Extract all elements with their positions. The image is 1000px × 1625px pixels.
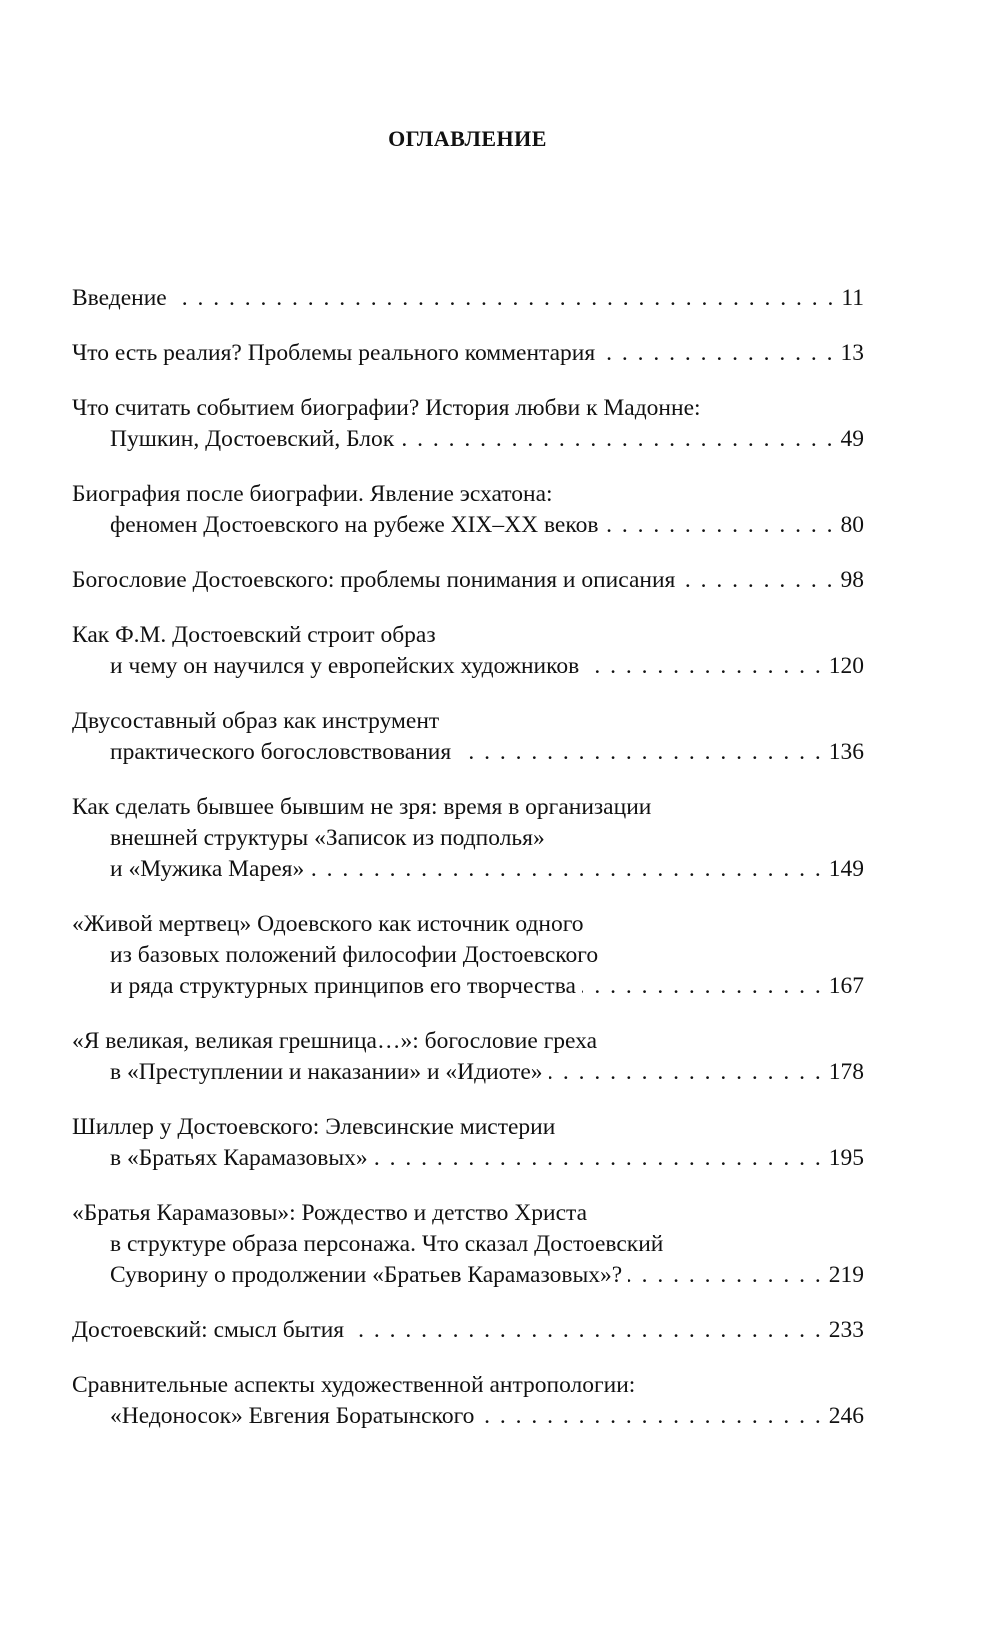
toc-entry-title: в структуре образа персонажа. Что сказал Достоевский <box>110 1231 664 1257</box>
dot-leader <box>173 283 836 314</box>
toc-entry-title: и чему он научился у европейских художников <box>110 653 580 679</box>
toc-page-number: 178 <box>828 1059 864 1085</box>
toc-entry-line <box>72 854 864 885</box>
toc-entry <box>72 1315 864 1346</box>
toc-entry <box>72 479 864 541</box>
toc-entry-title: «Живой мертвец» Одоевского как источник одного <box>72 911 584 937</box>
toc-entry <box>72 1112 864 1174</box>
toc-entry-line <box>72 479 864 510</box>
dot-leader <box>549 1057 823 1088</box>
toc-page-number: 98 <box>840 567 864 593</box>
toc-entry <box>72 283 864 314</box>
toc-page-number: 149 <box>828 856 864 882</box>
toc-entry <box>72 338 864 369</box>
toc-entry-title: Как Ф.М. Достоевский строит образ <box>72 622 436 648</box>
toc-entry <box>72 706 864 768</box>
toc-entry-line <box>72 424 864 455</box>
dot-leader <box>350 1315 823 1346</box>
toc-entry-line <box>72 1112 864 1143</box>
dot-leader <box>681 565 834 596</box>
toc-entry-line <box>72 971 864 1002</box>
toc-entry <box>72 1198 864 1291</box>
toc-entry-title: Суворину о продолжении «Братьев Карамазовых»? <box>110 1262 623 1288</box>
toc-entry-line <box>72 1370 864 1401</box>
toc-page-number: 219 <box>828 1262 864 1288</box>
toc-page-number: 49 <box>840 426 864 452</box>
toc-page-number: 11 <box>841 285 864 311</box>
toc-entry-title: в «Преступлении и наказании» и «Идиоте» <box>110 1059 543 1085</box>
dot-leader <box>457 737 823 768</box>
toc-page-number: 80 <box>840 512 864 538</box>
toc-entry-title: Как сделать бывшее бывшим не зря: время в организации <box>72 794 652 820</box>
toc-page-number: 13 <box>840 340 864 366</box>
toc-page-number: 246 <box>828 1403 864 1429</box>
toc-entry-title: «Братья Карамазовы»: Рождество и детство Христа <box>72 1200 588 1226</box>
toc-entry-line <box>72 940 864 971</box>
toc-entry-title: Богословие Достоевского: проблемы понимания и описания <box>72 567 676 593</box>
dot-leader <box>480 1401 822 1432</box>
dot-leader <box>601 338 834 369</box>
toc-entry-title: из базовых положений философии Достоевского <box>110 942 599 968</box>
toc-entry-title: феномен Достоевского на рубеже XIX–XX веков <box>110 512 599 538</box>
toc-entry-title: Пушкин, Достоевский, Блок <box>110 426 395 452</box>
toc-entry-title: Сравнительные аспекты художественной антропологии: <box>72 1372 636 1398</box>
toc-entry-title: Достоевский: смысл бытия <box>72 1317 345 1343</box>
toc-entry-line <box>72 1229 864 1260</box>
toc-entry-line <box>72 823 864 854</box>
toc-entry-line <box>72 1057 864 1088</box>
dot-leader <box>582 971 823 1002</box>
toc-entry-line <box>72 283 864 314</box>
toc-entry-line <box>72 737 864 768</box>
toc-page-number: 136 <box>828 739 864 765</box>
toc-entry-title: Что считать событием биографии? История любви к Мадонне: <box>72 395 701 421</box>
toc-entry-title: в «Братьях Карамазовых» <box>110 1145 368 1171</box>
toc-entry <box>72 565 864 596</box>
page-title: ОГЛАВЛЕНИЕ <box>388 126 547 151</box>
toc-entry-title: «Я великая, великая грешница…»: богословие греха <box>72 1028 597 1054</box>
toc-page-number: 195 <box>828 1145 864 1171</box>
toc-entry-line <box>72 792 864 823</box>
toc-page-number: 120 <box>828 653 864 679</box>
table-of-contents <box>72 283 864 1456</box>
toc-entry <box>72 909 864 1002</box>
toc-entry-title: Биография после биографии. Явление эсхатона: <box>72 481 553 507</box>
toc-entry-line <box>72 1026 864 1057</box>
toc-entry <box>72 1370 864 1432</box>
toc-entry-line <box>72 565 864 596</box>
toc-entry-line <box>72 909 864 940</box>
toc-entry-line <box>72 620 864 651</box>
toc-entry-title: практического богословствования <box>110 739 452 765</box>
toc-entry-title: внешней структуры «Записок из подполья» <box>110 825 545 851</box>
toc-entry-title: Шиллер у Достоевского: Элевсинские мистерии <box>72 1114 556 1140</box>
toc-entry <box>72 792 864 885</box>
toc-entry-title: Двусоставный образ как инструмент <box>72 708 440 734</box>
toc-entry-title: и «Мужика Марея» <box>110 856 305 882</box>
dot-leader <box>585 651 823 682</box>
toc-page-number: 167 <box>828 973 864 999</box>
toc-entry-line <box>72 338 864 369</box>
toc-entry-line <box>72 1315 864 1346</box>
toc-entry-line <box>72 651 864 682</box>
toc-entry-line <box>72 1143 864 1174</box>
toc-entry-line <box>72 510 864 541</box>
dot-leader <box>374 1143 823 1174</box>
toc-entry-title: Что есть реалия? Проблемы реального комментария <box>72 340 596 366</box>
toc-entry <box>72 620 864 682</box>
dot-leader <box>628 1260 823 1291</box>
toc-entry-line <box>72 706 864 737</box>
toc-entry-line <box>72 1198 864 1229</box>
toc-entry-title: Введение <box>72 285 167 311</box>
toc-page-number: 233 <box>828 1317 864 1343</box>
dot-leader <box>310 854 823 885</box>
toc-entry-title: «Недоносок» Евгения Боратынского <box>110 1403 475 1429</box>
dot-leader <box>604 510 834 541</box>
dot-leader <box>400 424 834 455</box>
toc-entry-line <box>72 393 864 424</box>
toc-entry-line <box>72 1401 864 1432</box>
toc-entry <box>72 393 864 455</box>
toc-entry-line <box>72 1260 864 1291</box>
toc-entry-title: и ряда структурных принципов его творчества <box>110 973 576 999</box>
toc-entry <box>72 1026 864 1088</box>
